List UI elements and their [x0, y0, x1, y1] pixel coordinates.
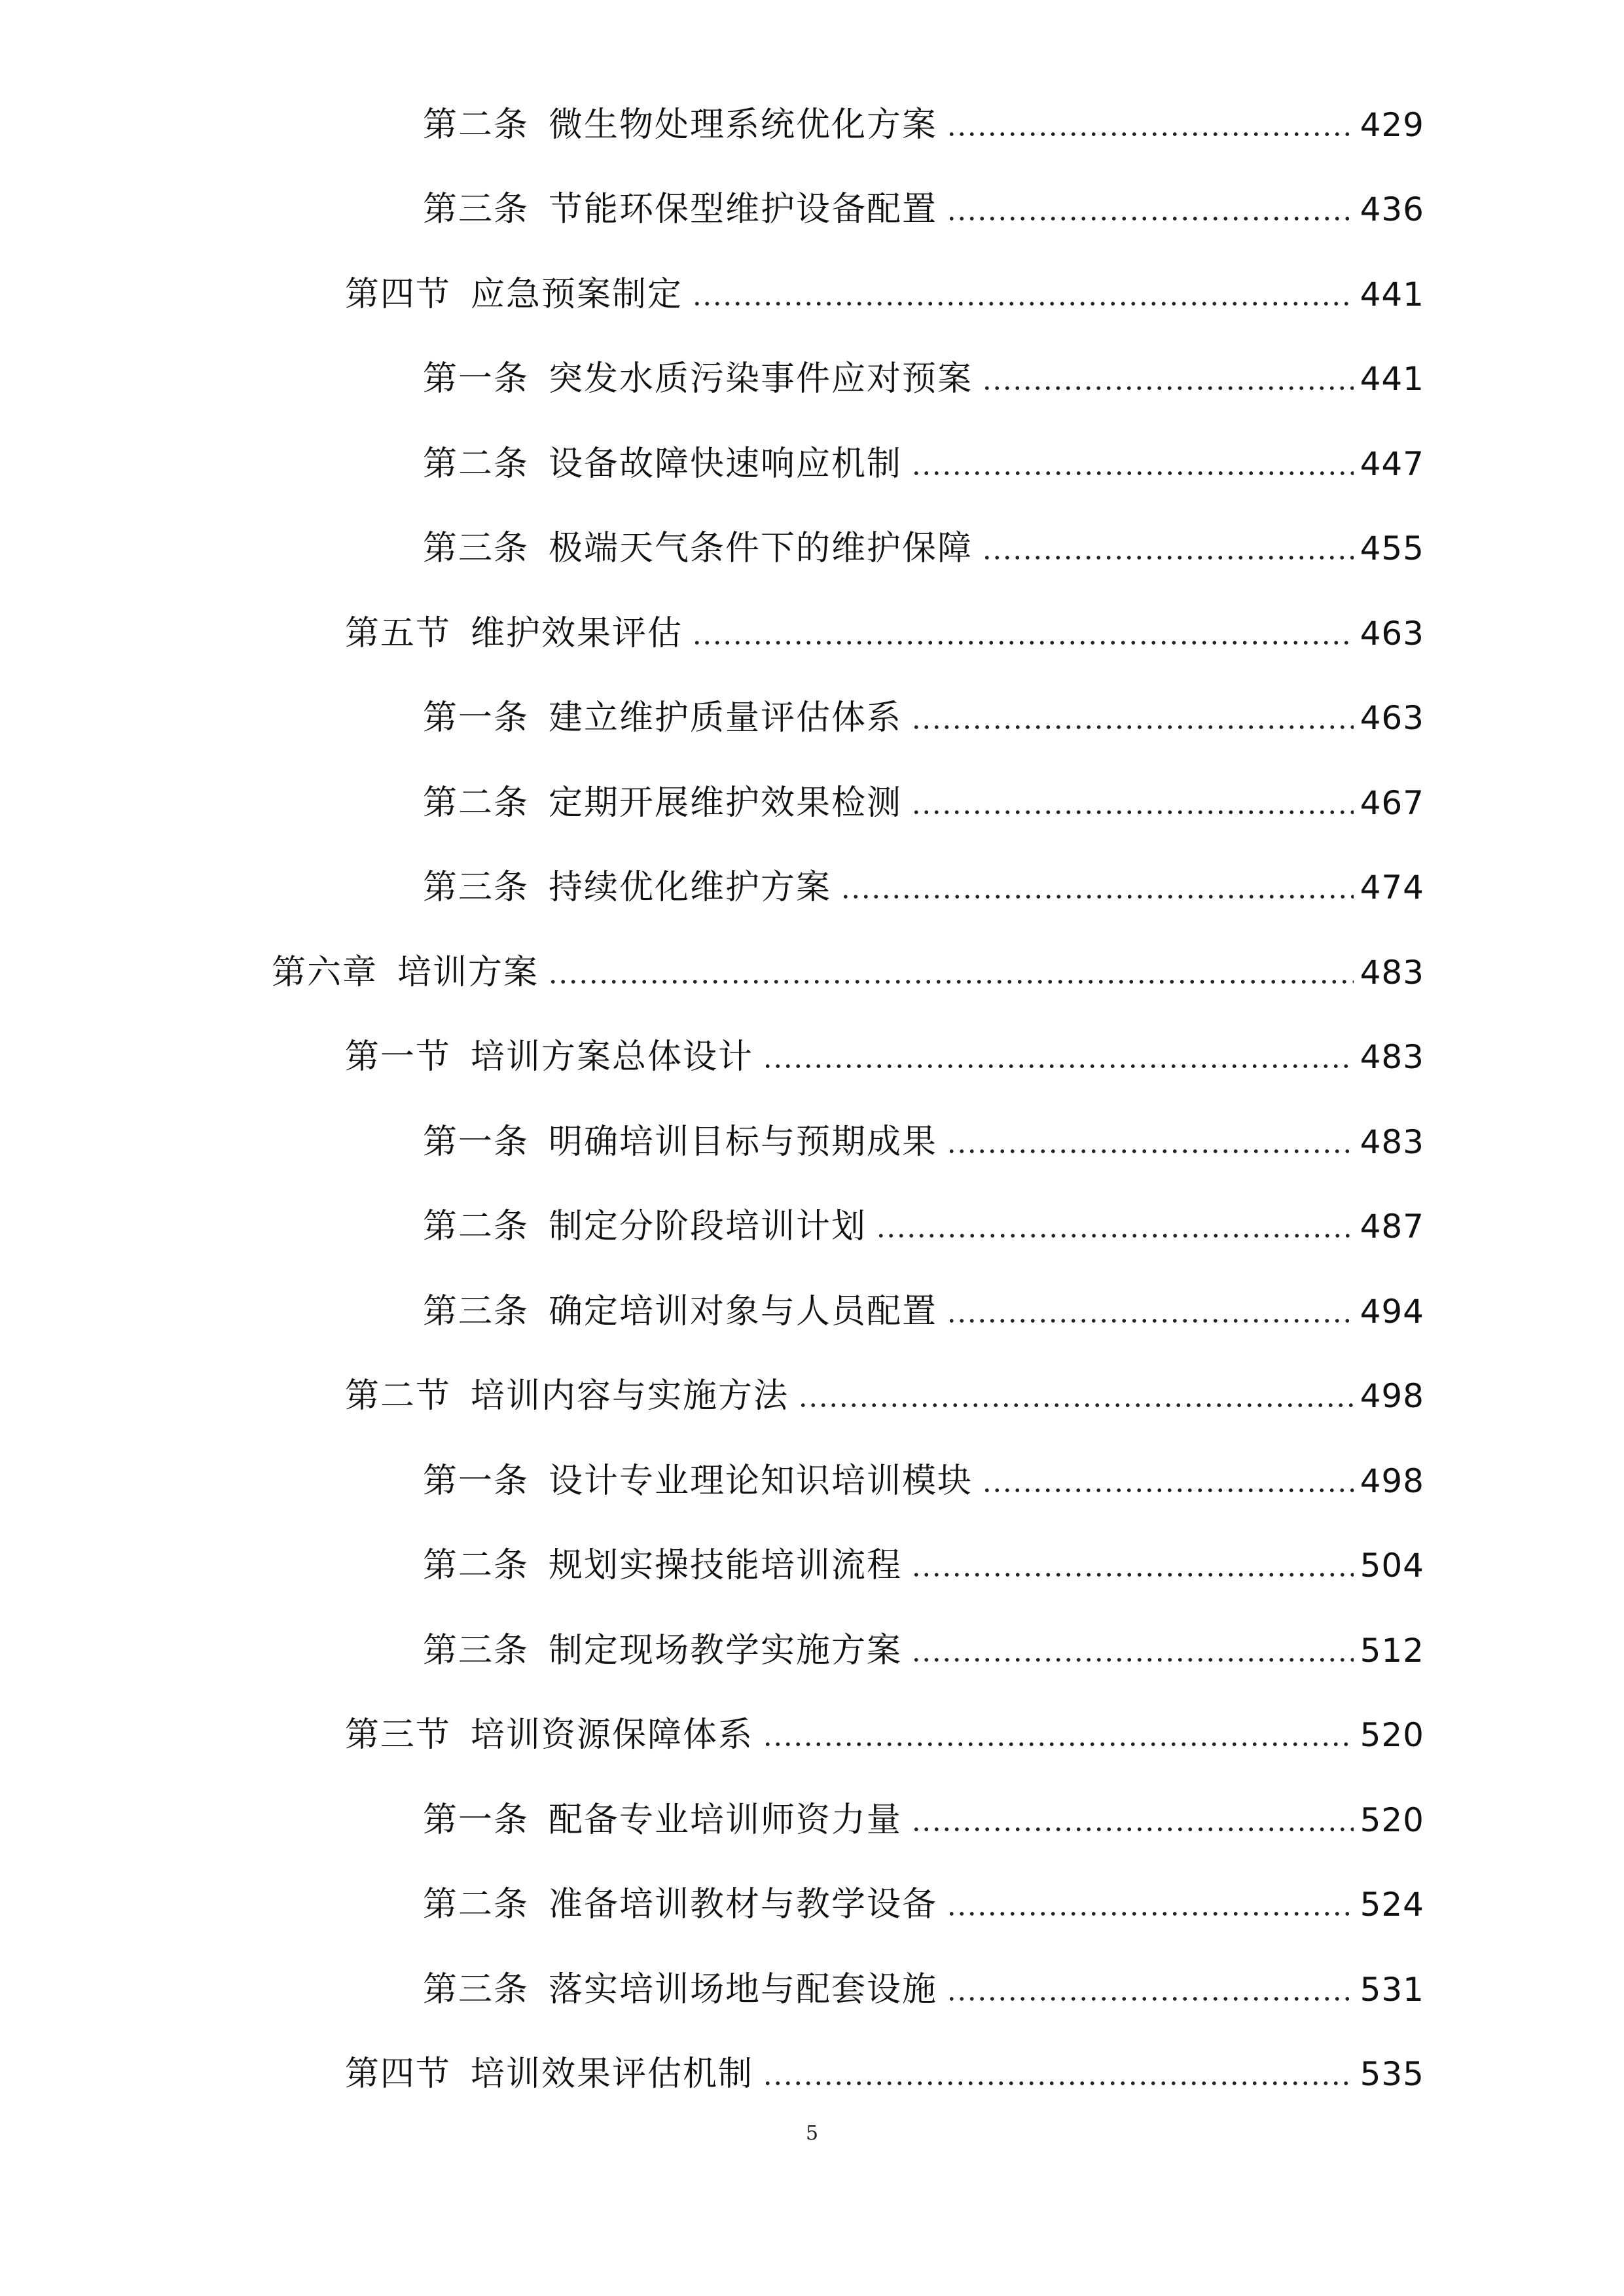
toc-entry-article[interactable] — [0, 168, 1624, 253]
toc-entry-page-number: 483 — [1360, 1038, 1424, 1077]
toc-dot-leader — [947, 1318, 1354, 1324]
toc-entry-title: 确定培训对象与人员配置 — [549, 1291, 938, 1331]
toc-entry-label — [423, 529, 973, 569]
toc-entry-label — [345, 1715, 754, 1755]
toc-entry-number: 第二节 — [345, 1376, 452, 1416]
toc-entry-title: 培训方案总体设计 — [471, 1037, 754, 1077]
toc-dot-leader — [947, 1996, 1354, 2002]
toc-entry-article[interactable] — [0, 422, 1624, 507]
toc-entry-label — [272, 952, 539, 992]
toc-entry-title: 应急预案制定 — [471, 274, 683, 314]
toc-entry-article[interactable] — [0, 1863, 1624, 1948]
toc-entry-number: 第五节 — [345, 613, 452, 653]
toc-entry-title: 制定现场教学实施方案 — [549, 1630, 903, 1670]
toc-dot-leader — [692, 639, 1354, 646]
toc-entry-section[interactable] — [0, 252, 1624, 337]
toc-entry-title: 明确培训目标与预期成果 — [549, 1122, 938, 1162]
toc-entry-page-number: 535 — [1360, 2055, 1424, 2094]
toc-dot-leader — [798, 1402, 1354, 1408]
toc-dot-leader — [911, 1826, 1354, 1833]
toc-dot-leader — [763, 1063, 1354, 1069]
toc-entry-chapter[interactable] — [0, 930, 1624, 1015]
toc-entry-page-number: 498 — [1360, 1462, 1424, 1500]
toc-entry-number: 第四节 — [345, 274, 452, 314]
toc-entry-article[interactable] — [0, 1778, 1624, 1863]
toc-entry-page-number: 512 — [1360, 1631, 1424, 1670]
toc-entry-label — [423, 105, 938, 145]
toc-dot-leader — [911, 1657, 1354, 1663]
toc-entry-title: 落实培训场地与配套设施 — [549, 1969, 938, 2009]
toc-entry-article[interactable] — [0, 1185, 1624, 1270]
toc-entry-number: 第二条 — [423, 1207, 530, 1247]
toc-entry-label — [423, 359, 973, 399]
toc-entry-title: 培训内容与实施方法 — [471, 1376, 789, 1416]
toc-entry-title: 设备故障快速响应机制 — [549, 444, 903, 484]
toc-entry-page-number: 463 — [1360, 699, 1424, 738]
toc-entry-article[interactable] — [0, 1269, 1624, 1354]
toc-entry-page-number: 520 — [1360, 1801, 1424, 1839]
toc-entry-label — [423, 1885, 938, 1925]
toc-entry-title: 持续优化维护方案 — [549, 868, 832, 908]
toc-entry-number: 第四节 — [345, 2054, 452, 2094]
toc-entry-label — [423, 1546, 903, 1586]
toc-entry-page-number: 455 — [1360, 529, 1424, 568]
toc-entry-section[interactable] — [0, 2032, 1624, 2117]
toc-entry-label — [423, 1207, 867, 1247]
toc-entry-title: 微生物处理系统优化方案 — [549, 105, 938, 145]
toc-entry-article[interactable] — [0, 82, 1624, 168]
toc-entry-page-number: 463 — [1360, 614, 1424, 653]
toc-dot-leader — [982, 1487, 1354, 1494]
toc-entry-page-number: 447 — [1360, 444, 1424, 483]
toc-entry-label — [423, 783, 903, 823]
toc-entry-article[interactable] — [0, 846, 1624, 931]
toc-entry-label — [423, 1969, 938, 2009]
toc-entry-number: 第三条 — [423, 868, 530, 908]
toc-entry-number: 第二条 — [423, 444, 530, 484]
toc-entry-page-number: 531 — [1360, 1970, 1424, 2009]
toc-dot-leader — [840, 893, 1354, 900]
toc-entry-page-number: 483 — [1360, 953, 1424, 992]
toc-entry-label — [345, 1376, 789, 1416]
toc-entry-page-number: 498 — [1360, 1377, 1424, 1416]
toc-dot-leader — [763, 2080, 1354, 2087]
toc-entry-page-number: 474 — [1360, 869, 1424, 907]
toc-entry-title: 节能环保型维护设备配置 — [549, 190, 938, 230]
toc-dot-leader — [947, 215, 1354, 222]
toc-entry-page-number: 441 — [1360, 360, 1424, 399]
toc-dot-leader — [763, 1741, 1354, 1748]
toc-entry-article[interactable] — [0, 761, 1624, 846]
toc-entry-title: 维护效果评估 — [471, 613, 683, 653]
toc-entry-article[interactable] — [0, 676, 1624, 761]
toc-entry-number: 第二条 — [423, 783, 530, 823]
table-of-contents — [0, 82, 1624, 2117]
toc-dot-leader — [947, 131, 1354, 137]
toc-entry-number: 第六章 — [272, 952, 378, 992]
toc-dot-leader — [911, 470, 1354, 476]
toc-entry-number: 第一条 — [423, 1122, 530, 1162]
toc-entry-number: 第一条 — [423, 1800, 530, 1840]
toc-entry-label — [423, 1630, 903, 1670]
toc-entry-label — [423, 1800, 903, 1840]
toc-entry-page-number: 441 — [1360, 275, 1424, 314]
toc-entry-number: 第三条 — [423, 1969, 530, 2009]
toc-entry-number: 第二条 — [423, 1546, 530, 1586]
toc-entry-page-number: 504 — [1360, 1547, 1424, 1585]
toc-entry-label — [423, 698, 903, 738]
toc-entry-article[interactable] — [0, 1524, 1624, 1609]
toc-entry-section[interactable] — [0, 1693, 1624, 1778]
toc-entry-title: 突发水质污染事件应对预案 — [549, 359, 973, 399]
toc-entry-page-number: 520 — [1360, 1716, 1424, 1755]
toc-entry-number: 第三条 — [423, 1630, 530, 1670]
toc-dot-leader — [911, 724, 1354, 730]
toc-entry-number: 第一节 — [345, 1037, 452, 1077]
toc-entry-label — [345, 613, 683, 653]
toc-entry-label — [423, 190, 938, 230]
toc-entry-title: 配备专业培训师资力量 — [549, 1800, 903, 1840]
toc-entry-title: 极端天气条件下的维护保障 — [549, 529, 973, 569]
toc-entry-page-number: 494 — [1360, 1292, 1424, 1331]
toc-entry-title: 设计专业理论知识培训模块 — [549, 1461, 973, 1501]
toc-entry-title: 规划实操技能培训流程 — [549, 1546, 903, 1586]
toc-dot-leader — [911, 809, 1354, 816]
toc-entry-article[interactable] — [0, 1947, 1624, 2032]
toc-entry-section[interactable] — [0, 591, 1624, 676]
toc-entry-page-number: 467 — [1360, 783, 1424, 822]
toc-entry-label — [345, 1037, 754, 1077]
toc-entry-page-number: 483 — [1360, 1122, 1424, 1161]
toc-entry-page-number: 487 — [1360, 1208, 1424, 1246]
toc-entry-page-number: 429 — [1360, 105, 1424, 144]
toc-entry-page-number: 436 — [1360, 190, 1424, 229]
toc-dot-leader — [982, 385, 1354, 391]
toc-entry-label — [345, 2054, 754, 2094]
toc-entry-label — [345, 274, 683, 314]
toc-entry-title: 培训方案 — [397, 952, 539, 992]
toc-entry-number: 第二条 — [423, 1885, 530, 1925]
toc-entry-page-number: 524 — [1360, 1886, 1424, 1924]
toc-entry-number: 第三条 — [423, 190, 530, 230]
toc-entry-title: 培训资源保障体系 — [471, 1715, 754, 1755]
toc-entry-section[interactable] — [0, 1354, 1624, 1439]
toc-entry-number: 第三条 — [423, 529, 530, 569]
toc-entry-title: 制定分阶段培训计划 — [549, 1207, 867, 1247]
toc-dot-leader — [876, 1232, 1354, 1239]
toc-dot-leader — [947, 1910, 1354, 1917]
toc-entry-title: 定期开展维护效果检测 — [549, 783, 903, 823]
toc-entry-label — [423, 868, 832, 908]
toc-entry-number: 第二条 — [423, 105, 530, 145]
toc-entry-number: 第一条 — [423, 359, 530, 399]
toc-entry-number: 第一条 — [423, 698, 530, 738]
toc-entry-title: 培训效果评估机制 — [471, 2054, 754, 2094]
page-number: 5 — [805, 2122, 819, 2145]
toc-entry-number: 第一条 — [423, 1461, 530, 1501]
toc-entry-number: 第三节 — [345, 1715, 452, 1755]
toc-dot-leader — [947, 1148, 1354, 1155]
toc-entry-article[interactable] — [0, 337, 1624, 422]
toc-entry-article[interactable] — [0, 1608, 1624, 1693]
toc-entry-title: 建立维护质量评估体系 — [549, 698, 903, 738]
toc-dot-leader — [911, 1571, 1354, 1578]
toc-entry-article[interactable] — [0, 1100, 1624, 1185]
toc-entry-section[interactable] — [0, 1015, 1624, 1100]
toc-entry-article[interactable] — [0, 1439, 1624, 1524]
toc-entry-number: 第三条 — [423, 1291, 530, 1331]
toc-dot-leader — [982, 554, 1354, 561]
toc-dot-leader — [692, 300, 1354, 307]
toc-entry-label — [423, 444, 903, 484]
toc-entry-label — [423, 1122, 938, 1162]
toc-entry-label — [423, 1461, 973, 1501]
toc-entry-title: 准备培训教材与教学设备 — [549, 1885, 938, 1925]
toc-entry-article[interactable] — [0, 507, 1624, 592]
toc-dot-leader — [548, 978, 1354, 985]
toc-entry-label — [423, 1291, 938, 1331]
